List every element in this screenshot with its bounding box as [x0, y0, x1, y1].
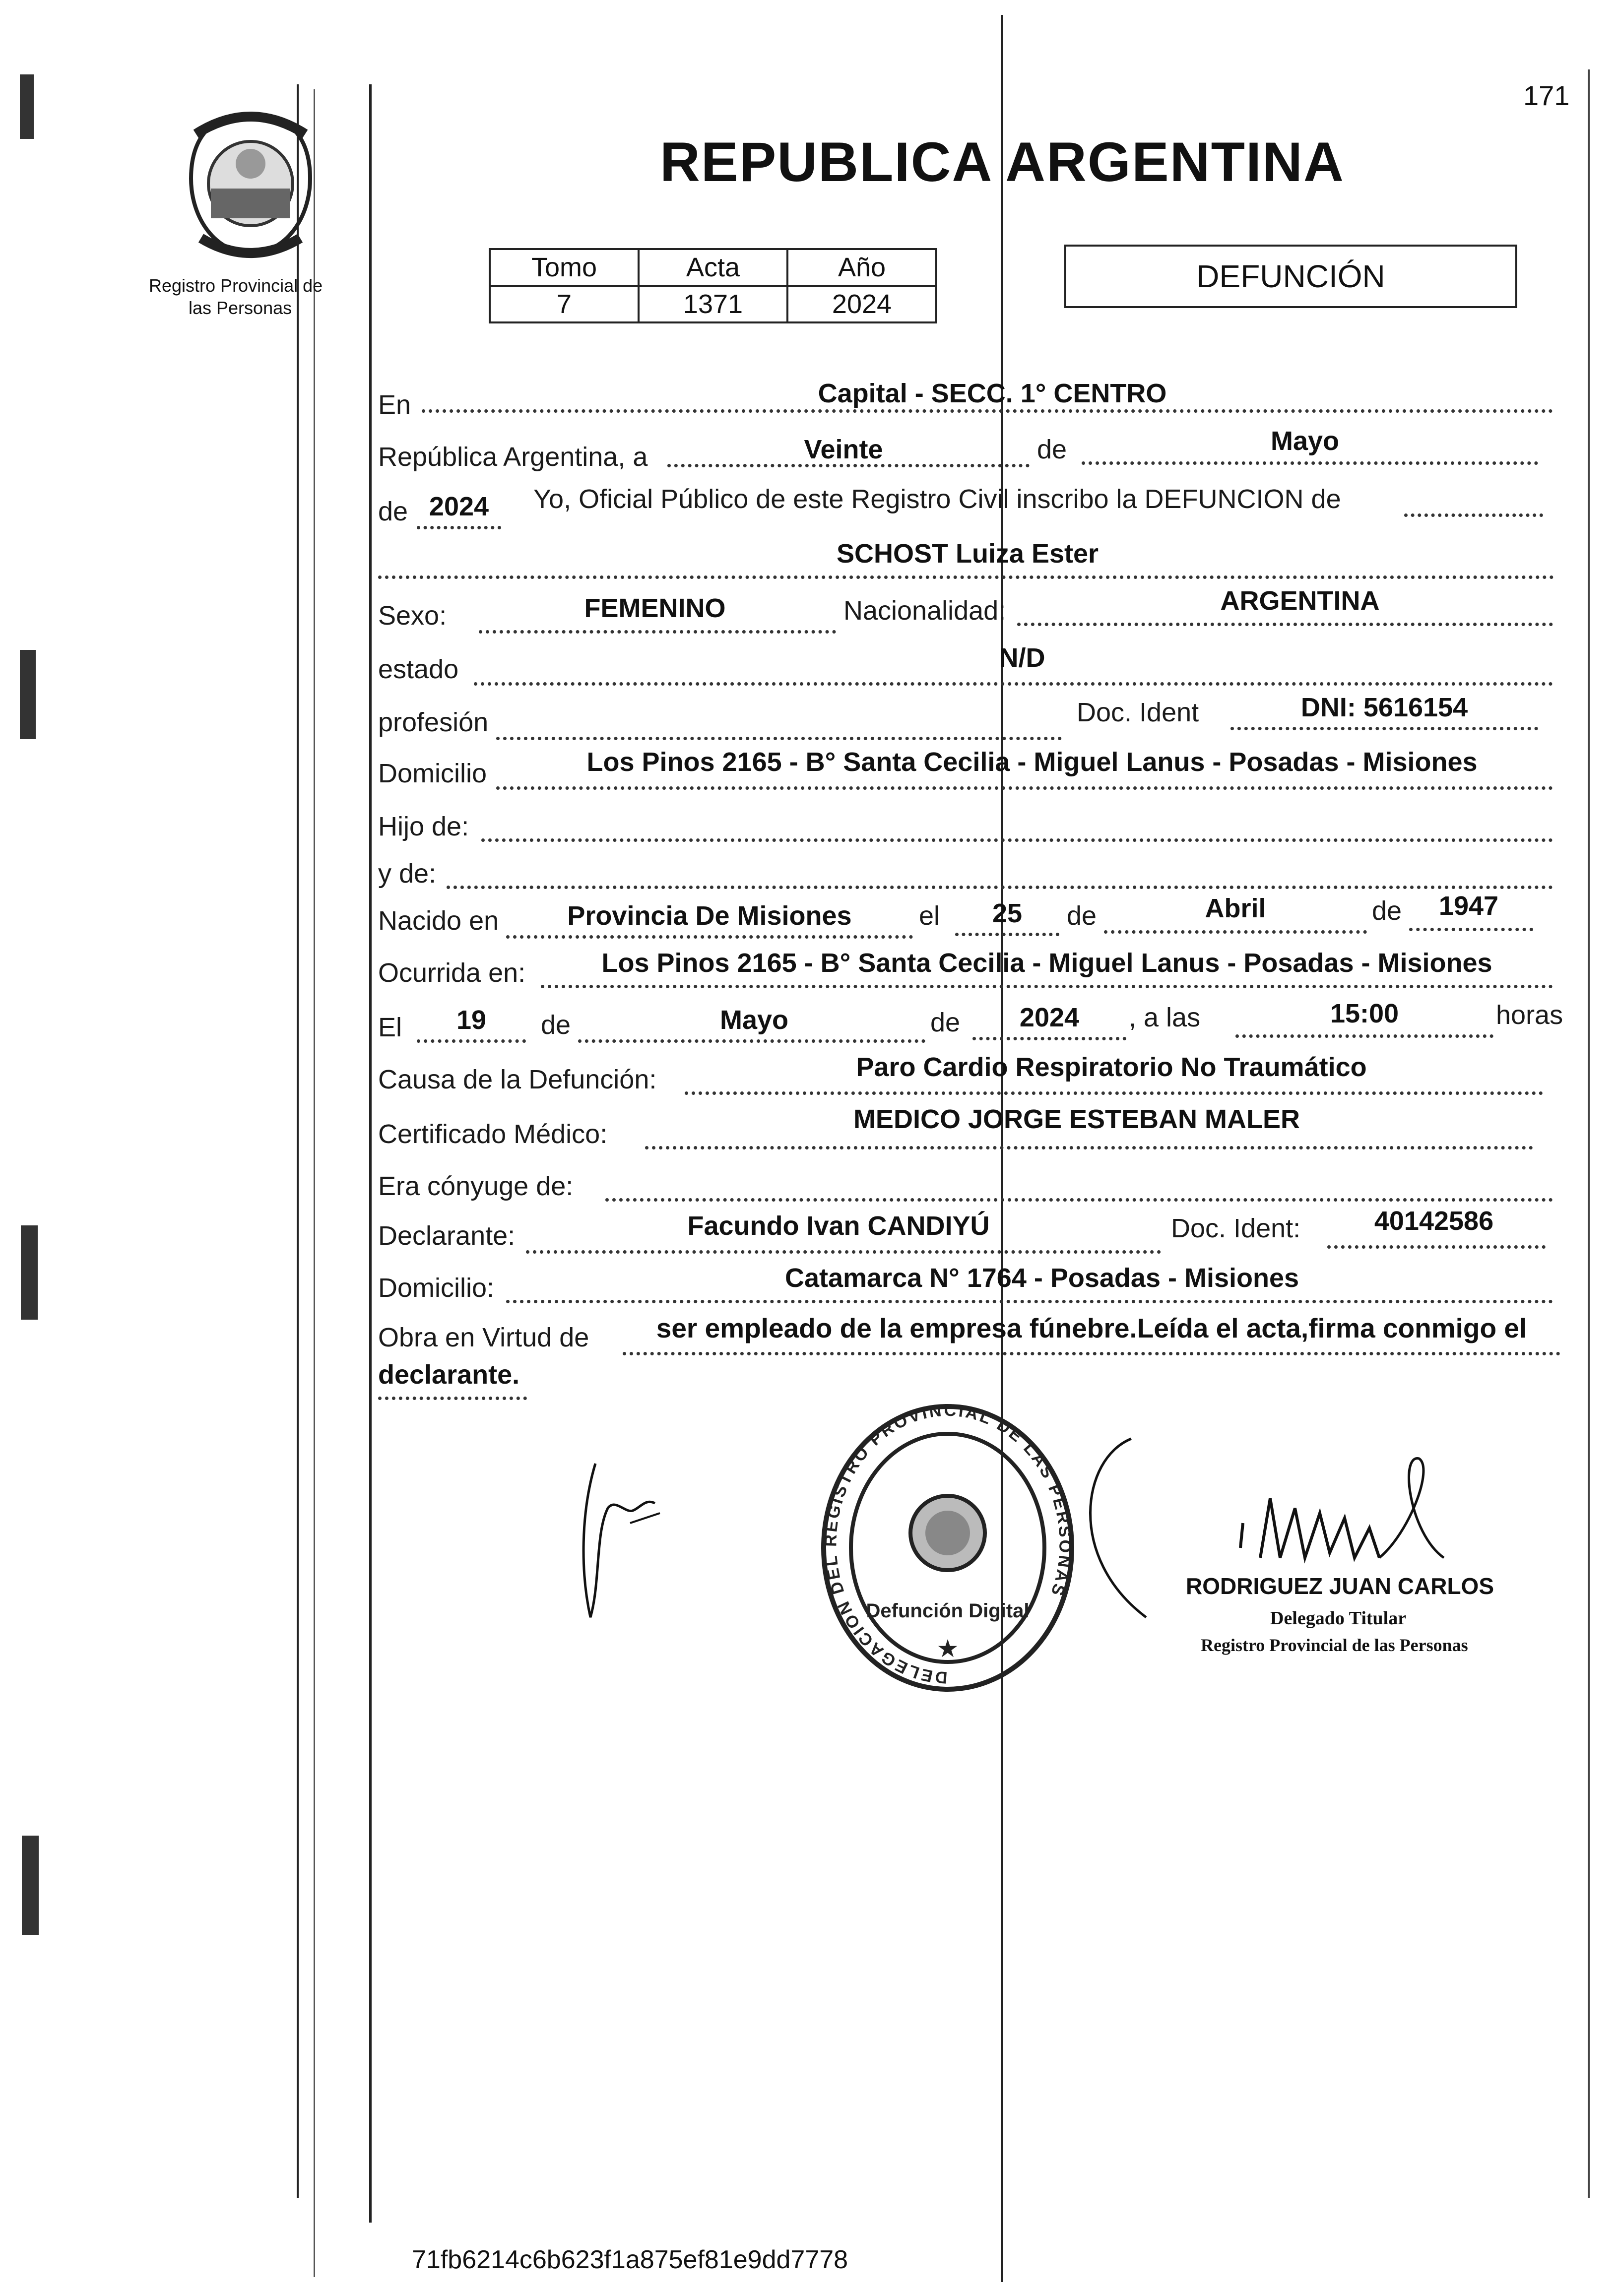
document-hash: 71fb6214c6b623f1a875ef81e9dd7778 — [412, 2245, 848, 2274]
dotted-line — [685, 1091, 1543, 1095]
table-value-tomo: 7 — [490, 286, 639, 322]
table-header-anio: Año — [787, 249, 936, 286]
obra-value-line2: declarante. — [378, 1360, 520, 1390]
domicilio-value: Los Pinos 2165 - B° Santa Cecilia - Miguel Lanus - Posadas - Misiones — [586, 747, 1478, 777]
dotted-line — [496, 786, 1553, 790]
dotted-line — [1404, 513, 1543, 517]
official-signature — [1072, 1409, 1518, 1637]
nacido-label: Nacido en — [378, 906, 499, 936]
nacionalidad-label: Nacionalidad: — [843, 596, 1006, 626]
table-value-acta: 1371 — [639, 286, 787, 322]
hijo-label: Hijo de: — [378, 812, 469, 841]
table-header-acta: Acta — [639, 249, 787, 286]
domicilio2-label: Domicilio: — [378, 1273, 495, 1303]
issuer-caption-line1: Registro Provincial de — [149, 275, 323, 296]
year-prefix-label: de — [378, 497, 408, 526]
place-value: Capital - SECC. 1° CENTRO — [818, 379, 1167, 408]
de-label: de — [1037, 435, 1067, 464]
binding-line — [369, 84, 372, 2223]
oficial-text: Yo, Oficial Público de este Registro Civil inscribo la DEFUNCION de — [533, 484, 1341, 514]
el2-label: El — [378, 1013, 402, 1042]
scan-mark — [20, 650, 36, 739]
dotted-line — [479, 630, 836, 634]
estado-value: N/D — [999, 643, 1045, 673]
binding-line — [314, 89, 315, 2277]
birth-day-value: 25 — [992, 898, 1023, 928]
declarante-value: Facundo Ivan CANDIYÚ — [687, 1211, 990, 1241]
dotted-line — [1409, 928, 1533, 931]
domicilio2-value: Catamarca N° 1764 - Posadas - Misiones — [784, 1263, 1299, 1293]
page-number: 171 — [1523, 80, 1570, 111]
dotted-line — [578, 1039, 925, 1043]
causa-label: Causa de la Defunción: — [378, 1065, 657, 1094]
official-office: Registro Provincial de las Personas — [1201, 1635, 1468, 1655]
dotted-line — [417, 526, 501, 529]
de2-label: de — [1372, 896, 1402, 926]
scan-mark — [20, 74, 34, 139]
declarante-signature — [561, 1454, 670, 1632]
scan-mark — [22, 1836, 39, 1935]
dotted-line — [1327, 1245, 1546, 1249]
binding-line — [297, 84, 299, 2198]
sexo-value: FEMENINO — [584, 593, 726, 623]
dotted-line — [378, 1397, 527, 1400]
birth-year-value: 1947 — [1438, 891, 1499, 921]
republica-label: República Argentina, a — [378, 442, 648, 472]
dotted-line — [972, 1037, 1126, 1040]
dotted-line — [474, 682, 1553, 686]
dotted-line — [1082, 461, 1538, 465]
dotted-line — [1230, 727, 1538, 730]
record-table — [489, 248, 937, 323]
official-name: RODRIGUEZ JUAN CARLOS — [1186, 1573, 1494, 1599]
dotted-line — [422, 409, 1553, 413]
de4-label: de — [930, 1008, 961, 1037]
dotted-line — [447, 886, 1553, 889]
issuer-caption-line2: las Personas — [189, 298, 292, 318]
dotted-line — [605, 1198, 1553, 1202]
nacido-value: Provincia De Misiones — [567, 901, 852, 931]
month-words-value: Mayo — [1270, 426, 1340, 456]
year-value: 2024 — [429, 492, 489, 521]
ocurrida-value: Los Pinos 2165 - B° Santa Cecilia - Miguel Lanus - Posadas - Misiones — [601, 948, 1492, 978]
dotted-line — [1104, 930, 1367, 934]
dotted-line — [378, 575, 1554, 579]
scan-mark — [21, 1225, 38, 1320]
star-icon: ★ — [936, 1635, 959, 1662]
ocurrida-label: Ocurrida en: — [378, 958, 526, 988]
horas-label: horas — [1496, 1000, 1563, 1030]
table-header-tomo: Tomo — [490, 249, 639, 286]
dotted-line — [506, 1300, 1553, 1303]
yde-label: y de: — [378, 859, 437, 889]
certificado-value: MEDICO JORGE ESTEBAN MALER — [853, 1104, 1300, 1134]
dotted-line — [526, 1250, 1161, 1254]
record-type-box: DEFUNCIÓN — [1064, 245, 1517, 308]
decl-doc-label: Doc. Ident: — [1171, 1213, 1301, 1243]
death-day-value: 19 — [456, 1005, 487, 1035]
official-role: Delegado Titular — [1270, 1608, 1407, 1629]
dotted-line — [623, 1352, 1560, 1355]
profesion-label: profesión — [378, 707, 489, 737]
nacionalidad-value: ARGENTINA — [1220, 586, 1380, 616]
stamp-ring-text: DELEGACION DEL REGISTRO PROVINCIAL DE LAS PERSONAS — [821, 1401, 1075, 1687]
birth-month-value: Abril — [1205, 893, 1266, 923]
doc-ident-value: DNI: 5616154 — [1300, 693, 1468, 722]
domicilio-label: Domicilio — [378, 759, 487, 788]
dotted-line — [496, 737, 1062, 740]
binding-line — [1588, 69, 1590, 2198]
sexo-label: Sexo: — [378, 601, 447, 631]
day-words-value: Veinte — [804, 435, 883, 464]
obra-label: Obra en Virtud de — [378, 1323, 589, 1352]
declarante-label: Declarante: — [378, 1221, 516, 1251]
decl-doc-value: 40142586 — [1374, 1206, 1494, 1236]
certificado-label: Certificado Médico: — [378, 1119, 608, 1149]
causa-value: Paro Cardio Respiratorio No Traumático — [856, 1052, 1367, 1082]
estado-label: estado — [378, 654, 459, 684]
death-month-value: Mayo — [719, 1005, 789, 1035]
de1-label: de — [1067, 901, 1097, 931]
stamp-inner-text: Defunción Digital — [866, 1600, 1030, 1622]
death-year-value: 2024 — [1019, 1003, 1080, 1032]
conyuge-label: Era cónyuge de: — [378, 1171, 574, 1201]
province-crest-logo — [176, 104, 325, 263]
el-label: el — [919, 901, 940, 931]
dotted-line — [506, 935, 913, 939]
death-time-value: 15:00 — [1330, 999, 1399, 1028]
dotted-line — [955, 933, 1059, 936]
de3-label: de — [541, 1010, 571, 1040]
official-stamp — [819, 1399, 1077, 1697]
table-value-anio: 2024 — [787, 286, 936, 322]
dotted-line — [1235, 1034, 1493, 1038]
dotted-line — [645, 1146, 1533, 1149]
en-label: En — [378, 390, 411, 420]
doc-ident-label: Doc. Ident — [1077, 698, 1199, 727]
obra-value-line1: ser empleado de la empresa fúnebre.Leída el acta,firma conmigo el — [656, 1313, 1527, 1343]
page-title: REPUBLICA ARGENTINA — [660, 131, 1345, 193]
dotted-line — [541, 985, 1553, 988]
alas-label: , a las — [1129, 1003, 1201, 1032]
dotted-line — [417, 1039, 526, 1043]
dotted-line — [481, 838, 1553, 842]
deceased-name-value: SCHOST Luiza Ester — [836, 539, 1099, 569]
dotted-line — [1017, 623, 1553, 626]
